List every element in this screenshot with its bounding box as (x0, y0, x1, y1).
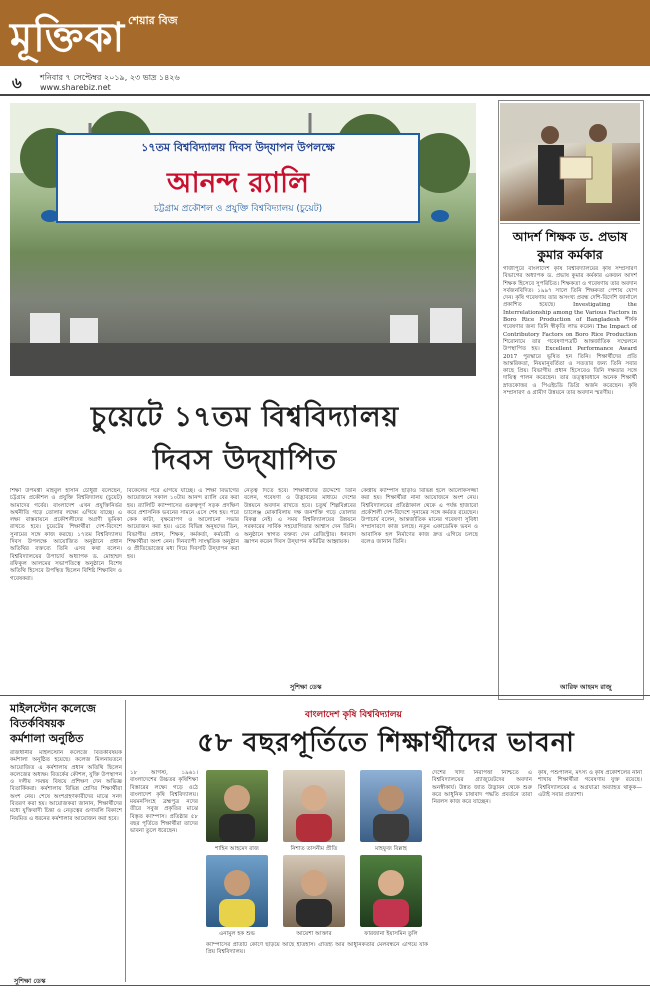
main-story-column-3: নেতৃত্ব দিতে হবে। শিক্ষার্থীদের উদ্দেশ্যে তিনি বলেন, গবেষণা ও উদ্ভাবনের মাধ্যমে দেশের উন্নয়নে অবদান রাখতে হবে। চতুর্থ শিল্পবিপ্লবের চ্যালেঞ্জ মোকাবিলায় দক্ষ জনশক্তি গড়ে তোলার বিকল্প নেই। এ সময় বিশ্ববিদ্যালয়ের উন্নয়নে সরকারের সার্বিক সহযোগিতার আশ্বাস দেন তিনি। অনুষ্ঠানে স্বাগত বক্তব্য দেন রেজিস্ট্রার। ধন্যবাদ জ্ঞাপন করেন দিবস উদ্‌যাপন কমিটির আহ্বায়ক। (244, 488, 356, 546)
portrait-1-illustration (206, 770, 268, 842)
page-number: ৬ (12, 74, 22, 92)
portrait-2-illustration (283, 770, 345, 842)
column-divider (125, 700, 126, 982)
side-story-byline: আরিফ আহমদ রাজু (560, 683, 612, 691)
website-link[interactable]: www.sharebiz.net (40, 83, 111, 92)
main-story-column-1: শিক্ষা উপমন্ত্রী মহিবুল হাসান চৌধুরী বলেছেন, চট্টগ্রাম প্রকৌশল ও প্রযুক্তি বিশ্ববিদ্যালয় (চুয়েট) আমাদের গর্বের। বাংলাদেশ এখন প্রযুক্তিনির্ভর অর্থনীতি গড়ে তোলার লক্ষ্যে এগিয়ে যাচ্ছে। এ লক্ষ্য বাস্তবায়নে প্রকৌশলীদের অগ্রণী ভূমিকা রাখতে হবে। চুয়েটের শিক্ষার্থীরা দেশ-বিদেশে সুনামের সঙ্গে কাজ করছে। ১৭তম বিশ্ববিদ্যালয় দিবস উপলক্ষে আয়োজিত অনুষ্ঠানে প্রধান অতিথির বক্তব্যে তিনি এসব কথা বলেন। বিশ্ববিদ্যালয়ের উপাচার্য অধ্যাপক ড. মোহাম্মদ রফিকুল আলমের সভাপতিত্বে অনুষ্ঠানে বিশেষ অতিথি হিসেবে উপস্থিত ছিলেন বিশিষ্ট শিক্ষাবিদ ও গবেষকরা। (10, 488, 122, 582)
portrait-3 (360, 770, 422, 842)
banner-title: আনন্দ র‍্যালি (166, 166, 310, 199)
brief-heading-line-3: কর্মশালা অনুষ্ঠিত (10, 732, 84, 745)
feature-column-c: কৃষি, পশুপালন, মৎস্য ও কৃষি প্রকৌশলের নানা শাখায় শিক্ষার্থীরা গবেষণায় যুক্ত রয়েছে। বিশ্ববিদ্যালয়ের এ অগ্রযাত্রা অব্যাহত থাকুক—এটাই সবার প্রত্যাশা। (538, 770, 642, 798)
side-story-rule (500, 223, 640, 224)
brand-small-text: শেয়ার বিজ (128, 14, 178, 27)
rally-photo (10, 103, 476, 376)
portrait-1-name: শাহিন আহমেদ রাজ (215, 846, 259, 852)
brand-logo (10, 6, 275, 60)
award-photo-illustration (500, 103, 640, 221)
feature-headline: ৫৮ বছরপূর্তিতে শিক্ষার্থীদের ভাবনা (197, 728, 575, 758)
portrait-4-name: এনামুল হক শুভ (219, 931, 255, 937)
brief-heading-line-1: মাইলস্টোন কলেজে (10, 702, 96, 715)
feature-column-b: দেশের খাদ্য নিরাপত্তা নিশ্চিতে এ বিশ্ববিদ্যালয়ের গ্র্যাজুয়েটদের অবদান অনস্বীকার্য। উন্নত জাত উদ্ভাবন থেকে শুরু করে আধুনিক চাষাবাদ পদ্ধতি প্রবর্তনে তারা নিরলস কাজ করে যাচ্ছেন। (432, 770, 532, 806)
portrait-6-illustration (360, 855, 422, 927)
footer-rule (0, 985, 650, 986)
portrait-3-name: মাহফুজ বিল্লাহ (375, 846, 407, 852)
brief-heading-line-2: বিতর্কবিষয়ক (10, 717, 65, 730)
masthead-divider (0, 94, 650, 96)
banner-caption-top: ১৭তম বিশ্ববিদ্যালয় দিবস উদ্‌যাপন উপলক্ষে (141, 141, 335, 154)
award-photo (500, 103, 640, 221)
portrait-1 (206, 770, 268, 842)
feature-kicker: বাংলাদেশ কৃষি বিশ্ববিদ্যালয় (305, 710, 402, 720)
portrait-4-illustration (206, 855, 268, 927)
portrait-5-illustration (283, 855, 345, 927)
portrait-3-illustration (360, 770, 422, 842)
main-story-column-4: কেন্দ্রীয় ক্যাম্পাস ছাড়াও বিভিন্ন হলে আলোকসজ্জা করা হয়। শিক্ষার্থীরা নানা আয়োজনে অংশ নেয়। বিশ্ববিদ্যালয়ের প্রতিষ্ঠাকাল থেকে এ পর্যন্ত হাজারো প্রকৌশলী দেশ-বিদেশে সুনামের সঙ্গে কর্মরত রয়েছেন। উপাচার্য বলেন, আন্তর্জাতিক মানের গবেষণা সুবিধা সম্প্রসারণে কাজ চলছে। নতুন একাডেমিক ভবন ও আবাসিক হল নির্মাণের কাজ দ্রুত এগিয়ে চলছে বলেও জানান তিনি। (361, 488, 478, 546)
portrait-5-name: আয়েশা আক্তার (296, 931, 332, 937)
masthead (0, 0, 650, 90)
portrait-6 (360, 855, 422, 927)
feature-column-d: ক্যাম্পাসের প্রতিটি কোণে ছড়িয়ে আছে ইতিহাস। ঐতিহ্য আর আধুনিকতার মেলবন্ধনে এগিয়ে যাক প্রিয় বিশ্ববিদ্যালয়। (206, 942, 428, 956)
dateline: শনিবার ৭ সেপ্টেম্বর ২০১৯, ২৩ ভাদ্র ১৪২৬ (40, 73, 180, 82)
brief-body: রাজধানীর মাইলস্টোন কলেজে বিতর্কবিষয়ক কর্মশালা অনুষ্ঠিত হয়েছে। কলেজ মিলনায়তনে আয়োজিত এ কর্মশালায় প্রধান অতিথি ছিলেন কলেজের অধ্যক্ষ। বিতর্কের কৌশল, যুক্তি উপস্থাপন ও দলীয় সমন্বয় বিষয়ে প্রশিক্ষণ দেন অভিজ্ঞ বিতার্কিকরা। কর্মশালায় বিভিন্ন শ্রেণির শিক্ষার্থীরা অংশ নেয়। শেষে অংশগ্রহণকারীদের মাঝে সনদ বিতরণ করা হয়। আয়োজকরা জানান, শিক্ষার্থীদের মধ্যে যুক্তিবাদী চিন্তা ও নেতৃত্বের গুণাবলি বিকাশে নিয়মিত এ ধরনের কর্মশালার আয়োজন করা হবে। (10, 750, 122, 822)
side-story-body: গাজীপুরে বাংলাদেশ কৃষি বিশ্ববিদ্যালয়ের কৃষি সম্প্রসারণ বিভাগের অধ্যাপক ড. প্রভাষ কুমার কর্মকার একজন আদর্শ শিক্ষক হিসেবে সুপরিচিত। শিক্ষকতা ও গবেষণায় তার অবদান সর্বজনবিদিত। ১৯৯৭ সালে তিনি শিক্ষকতা পেশায় যোগ দেন। কৃষি গবেষণায় তার অসংখ্য প্রবন্ধ দেশি-বিদেশি জার্নালে প্রকাশিত হয়েছে। Investigating the Interrelationship among the Various Factors in Boro Rice Production of Bangladesh শীর্ষক গবেষণার জন্য তিনি স্বীকৃতি লাভ করেন। The Impact of Contributory Factors on Boro Rice Production শিরোনামে তার গবেষণাপত্রটি আন্তর্জাতিক সম্মেলনে উপস্থাপিত হয়। Excellent Performance Award 2017 পুরস্কারে ভূষিত হন তিনি। শিক্ষার্থীদের প্রতি আন্তরিকতা, নিয়মানুবর্তিতা ও সততার জন্য তিনি সবার কাছে প্রিয়। বিভাগীয় প্রধান হিসেবেও তিনি দক্ষতার সঙ্গে দায়িত্ব পালন করেছেন। তার তত্ত্বাবধানে অনেক শিক্ষার্থী স্নাতকোত্তর ও পিএইচডি ডিগ্রি অর্জন করেছেন। কৃষি সম্প্রসারণ ও গ্রামীণ উন্নয়নে তার অবদান স্মরণীয়। (503, 266, 637, 397)
feature-intro: ১৮ আগস্ট, ১৯৬১। বাংলাদেশের উচ্চতর কৃষিশিক্ষা বিস্তারের লক্ষ্যে গড়ে ওঠে বাংলাদেশ কৃষি বিশ্ববিদ্যালয়। ময়মনসিংহে ব্রহ্মপুত্র নদের তীরে সবুজ প্রকৃতির মাঝে বিস্তৃত ক্যাম্পাস। প্রতিষ্ঠার ৫৮ বছর পূর্তিতে শিক্ষার্থীরা তাদের ভাবনা তুলে ধরেছেন। (130, 770, 198, 835)
main-story-byline: সুশিক্ষা ডেস্ক (290, 683, 322, 691)
portrait-4 (206, 855, 268, 927)
portrait-2-name: নিশাত তাসনীম প্রীতি (290, 846, 338, 852)
main-headline-line-1: চুয়েটে ১৭তম বিশ্ববিদ্যালয় (90, 400, 400, 433)
main-story-column-2: বিকেলের পরে এগিয়ে যাচ্ছে। এ শিক্ষা বিভাগের আয়োজনে সকাল ১০টায় আনন্দ র‍্যালি বের করা হয়। র‍্যালিটি ক্যাম্পাসের গুরুত্বপূর্ণ সড়ক প্রদক্ষিণ করে প্রশাসনিক ভবনের সামনে এসে শেষ হয়। পরে কেক কাটা, বৃক্ষরোপণ ও আলোচনা সভার আয়োজন করা হয়। এতে বিভিন্ন অনুষদের ডিন, বিভাগীয় প্রধান, শিক্ষক, কর্মকর্তা, কর্মচারী ও শিক্ষার্থীরা অংশ নেন। দিনব্যাপী সাংস্কৃতিক অনুষ্ঠান ও প্রীতিভোজের মধ্য দিয়ে দিবসটি উদ্‌যাপন করা হয়। (127, 488, 239, 560)
rally-banner (56, 133, 420, 223)
brand-name: মূক্তিকা (10, 15, 126, 61)
portrait-6-name: ফারজানা ইয়াসমিন তুলি (364, 931, 418, 937)
banner-caption-bottom: চট্টগ্রাম প্রকৌশল ও প্রযুক্তি বিশ্ববিদ্যালয় (চুয়েট) (153, 204, 323, 214)
portrait-2 (283, 770, 345, 842)
brief-byline: সুশিক্ষা ডেস্ক (14, 977, 46, 985)
portrait-5 (283, 855, 345, 927)
main-headline-line-2: দিবস উদ্‌যাপিত (152, 443, 338, 476)
side-story-heading: আদর্শ শিক্ষক ড. প্রভাষ কুমার কর্মকার (512, 229, 628, 262)
section-divider (0, 695, 650, 696)
